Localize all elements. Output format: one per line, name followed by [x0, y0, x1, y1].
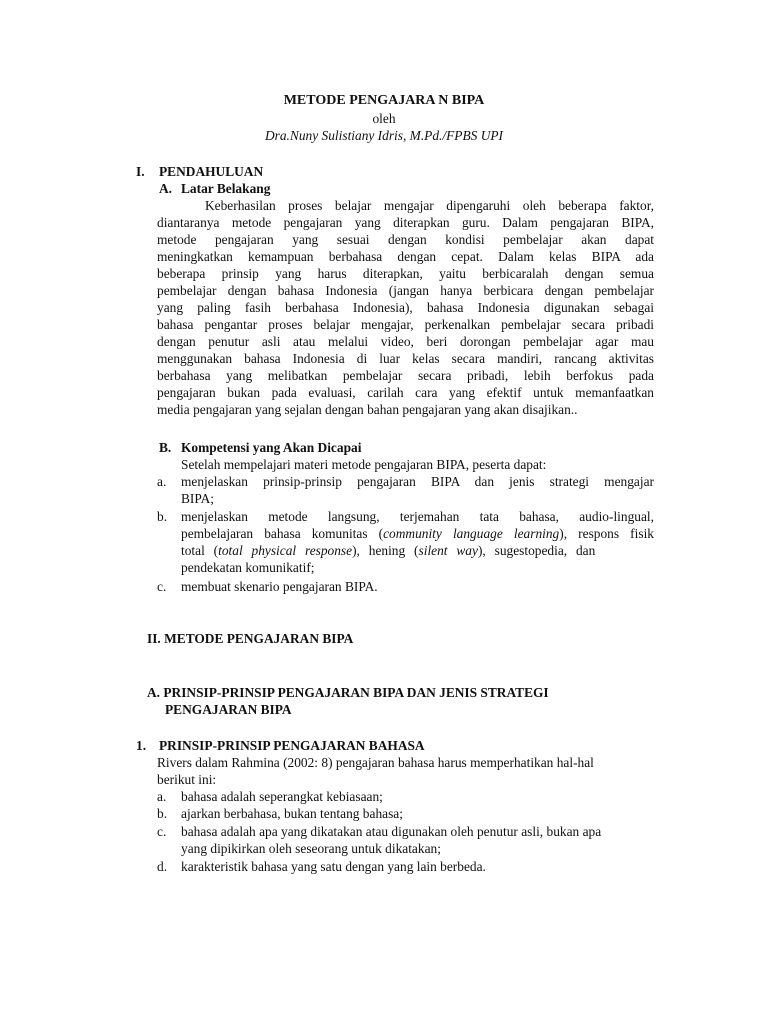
paragraph-line: metode pengajaran yang sesuai dengan kondisi pembelajar akan dapat: [157, 232, 654, 247]
list-marker: b.: [157, 806, 168, 821]
list-item-line: yang dipikirkan oleh seseorang untuk dikatakan;: [181, 841, 441, 856]
text-run: total (: [181, 543, 219, 558]
subsection-2a-heading-line1: A. PRINSIP-PRINSIP PENGAJARAN BIPA DAN JENIS STRATEGI: [147, 685, 549, 700]
section-1-number: I.: [136, 164, 145, 179]
paragraph-line: dengan penutur asli atau melalui video, beri dorongan pembelajar agar mau: [157, 334, 654, 349]
paragraph-line: media pengajaran yang sejalan dengan bahan pengajaran yang akan disajikan..: [157, 402, 578, 417]
italic-term: community language learning: [383, 526, 560, 541]
list-item-line: bahasa adalah apa yang dikatakan atau digunakan oleh penutur asli, bukan apa: [181, 824, 602, 839]
list-item-line: membuat skenario pengajaran BIPA.: [181, 579, 378, 594]
subsection-a-label: A.: [159, 181, 173, 196]
paragraph-line: bahasa pengantar proses belajar mengajar, perkenalkan pembelajar secara pribadi: [157, 317, 654, 332]
list-item-line: menjelaskan metode langsung, terjemahan tata bahasa, audio-lingual,: [181, 509, 654, 524]
paragraph-line: meningkatkan kemampuan berbahasa dengan cepat. Dalam kelas BIPA ada: [157, 249, 654, 264]
subsection-1-number: 1.: [136, 738, 147, 753]
list-item-line: BIPA;: [181, 491, 214, 506]
paragraph-line: menggunakan bahasa Indonesia di luar kelas secara mandiri, rancang aktivitas: [157, 351, 654, 366]
subsection-2a-heading-line2: PENGAJARAN BIPA: [165, 702, 292, 717]
paragraph-line: beberapa prinsip yang harus diterapkan, yaitu berbicaralah dengan semua: [157, 266, 654, 281]
list-marker: d.: [157, 859, 168, 874]
list-item-line: pendekatan komunikatif;: [181, 560, 315, 575]
subsection-1-heading: PRINSIP-PRINSIP PENGAJARAN BAHASA: [159, 738, 425, 753]
list-marker: c.: [157, 579, 167, 594]
list-item-line: menjelaskan prinsip-prinsip pengajaran BIPA dan jenis strategi mengajar: [181, 474, 654, 489]
list-item-line: karakteristik bahasa yang satu dengan yang lain berbeda.: [181, 859, 486, 874]
list-marker: c.: [157, 824, 167, 839]
text-run: ), sugestopedia, dan: [477, 543, 596, 558]
text-run: ), respons fisik: [559, 526, 654, 541]
list-marker: b.: [157, 509, 168, 524]
italic-term: silent way: [418, 543, 478, 558]
paragraph-line: pembelajar dengan bahasa Indonesia (jangan hanya berbicara dengan pembelajar: [157, 283, 654, 298]
principles-intro-line: Rivers dalam Rahmina (2002: 8) pengajaran bahasa harus memperhatikan hal-hal: [157, 755, 594, 770]
text-run: pembelajaran bahasa komunitas (: [181, 526, 384, 541]
author-line: Dra.Nuny Sulistiany Idris, M.Pd./FPBS UPI: [264, 128, 504, 143]
list-marker: a.: [157, 789, 167, 804]
italic-term: total physical response: [218, 543, 353, 558]
principles-intro-line: berikut ini:: [157, 772, 217, 787]
paragraph-line: berbahasa yang melibatkan pembelajar secara pribadi, lebih berfokus pada: [157, 368, 654, 383]
list-item-line: bahasa adalah seperangkat kebiasaan;: [181, 789, 383, 804]
paragraph-line: Keberhasilan proses belajar mengajar dipengaruhi oleh beberapa faktor,: [205, 198, 654, 213]
document-title: METODE PENGAJARA N BIPA: [283, 93, 485, 108]
text-run: ), hening (: [352, 543, 419, 558]
paragraph-line: pengajaran bukan pada evaluasi, carilah cara yang efektif untuk memanfaatkan: [157, 385, 654, 400]
list-item-line: [181, 525, 654, 542]
paragraph-line: diantaranya metode pengajaran yang diterapkan guru. Dalam pengajaran BIPA,: [157, 215, 654, 230]
list-item-line: [181, 542, 654, 559]
list-item-line: ajarkan berbahasa, bukan tentang bahasa;: [181, 806, 403, 821]
list-marker: a.: [157, 474, 167, 489]
subsection-b-label: B.: [159, 440, 172, 455]
section-2-heading: II. METODE PENGAJARAN BIPA: [147, 631, 354, 646]
subsection-a-heading: Latar Belakang: [181, 181, 271, 196]
byline: oleh: [372, 111, 396, 126]
competency-intro: Setelah mempelajari materi metode pengajaran BIPA, peserta dapat:: [181, 457, 547, 472]
paragraph-line: yang paling fasih berbahasa Indonesia), bahasa Indonesia digunakan sebagai: [157, 300, 654, 315]
subsection-b-heading: Kompetensi yang Akan Dicapai: [181, 440, 362, 455]
section-1-heading: PENDAHULUAN: [159, 164, 264, 179]
